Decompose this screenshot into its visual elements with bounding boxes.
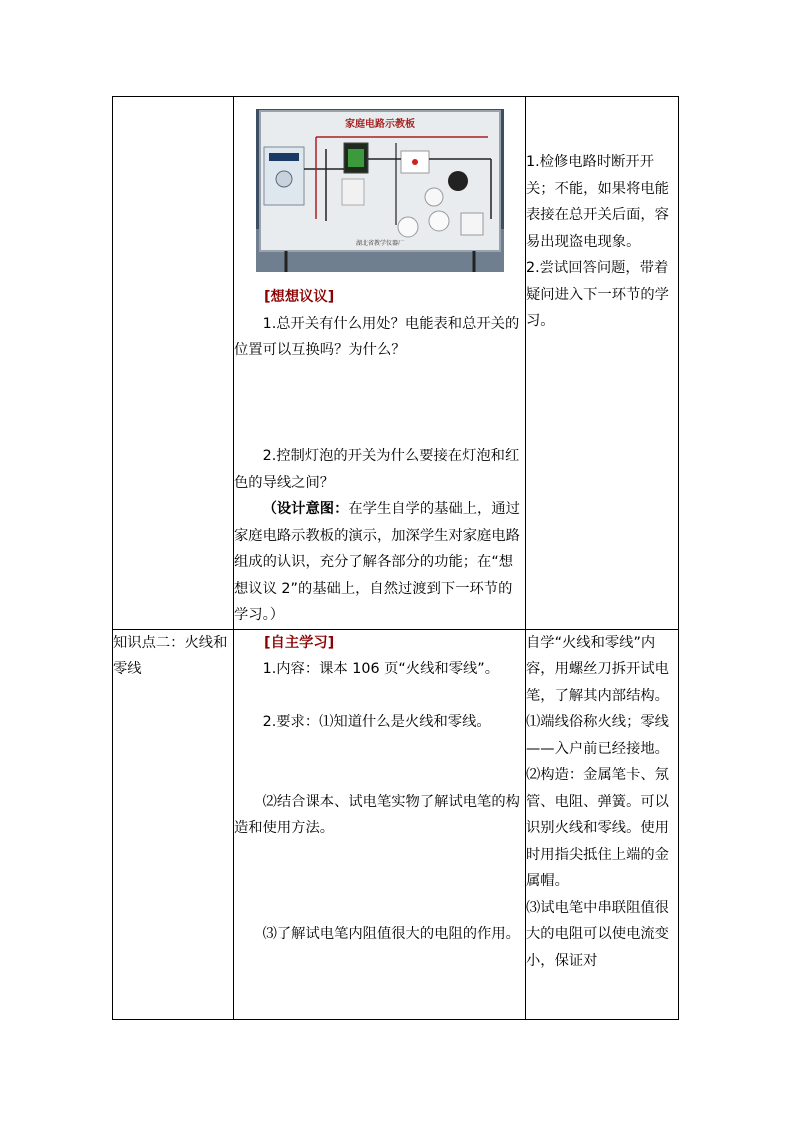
think-discuss-heading: [想想议议] (264, 289, 335, 305)
student-answer-1: 1.检修电路时断开开关；不能，如果将电能表接在总开关后面，容易出现盗电现象。 (526, 154, 669, 250)
self-study-cell (234, 629, 526, 1019)
design-intent (234, 496, 525, 629)
student-activity-cell (526, 97, 679, 630)
student-activity-cell (526, 629, 679, 1019)
self-study-answer-1: ⑴端线俗称火线；零线——入户前已经接地。 (526, 714, 669, 757)
board-title: 家庭电路示教板 (345, 119, 415, 130)
self-study-heading: [自主学习] (264, 634, 335, 651)
lesson-table (112, 96, 679, 1020)
question-2: 2.控制灯泡的开关为什么要接在灯泡和红色的导线之间？ (234, 448, 520, 491)
design-intent-label: （设计意图： (262, 501, 349, 517)
table-row (113, 97, 679, 630)
self-study-answer-2: ⑵构造：金属笔卡、氖管、电阻、弹簧。可以识别火线和零线。使用时用指尖抵住上端的金属帽。 (526, 767, 669, 889)
board-footer: 湖北省教学仪器厂 (355, 240, 405, 247)
knowledge-point-title: 知识点二：火线和零线 (113, 634, 228, 677)
self-study-item-4: ⑶了解试电笔内阻值很大的电阻的作用。 (262, 926, 520, 942)
design-intent-text: 在学生自学的基础上，通过家庭电路示教板的演示，加深学生对家庭电路组成的认识，充分了解各部分的功能；在“想想议议 2”的基础上，自然过渡到下一环节的学习。） (234, 501, 520, 623)
self-study-intro: 自学“火线和零线”内容，用螺丝刀拆开试电笔，了解其内部结构。 (526, 634, 669, 704)
self-study-item-3: ⑵结合课本、试电笔实物了解试电笔的构造和使用方法。 (234, 793, 520, 836)
question-1: 1.总开关有什么用处？电能表和总开关的位置可以互换吗？为什么？ (234, 315, 520, 358)
self-study-item-2: 2.要求：⑴知道什么是火线和零线。 (262, 714, 491, 730)
empty-cell (113, 97, 234, 630)
knowledge-point-cell (113, 629, 234, 1019)
self-study-item-1: 1.内容：课本 106 页“火线和零线”。 (262, 661, 499, 677)
activity-cell (234, 97, 526, 630)
student-answer-2: 2.尝试回答问题，带着疑问进入下一环节的学习。 (526, 260, 669, 329)
self-study-answer-3: ⑶试电笔中串联阻值很大的电阻可以使电流变小，保证对 (526, 899, 669, 969)
table-row (113, 629, 679, 1019)
circuit-board-photo (256, 109, 504, 272)
